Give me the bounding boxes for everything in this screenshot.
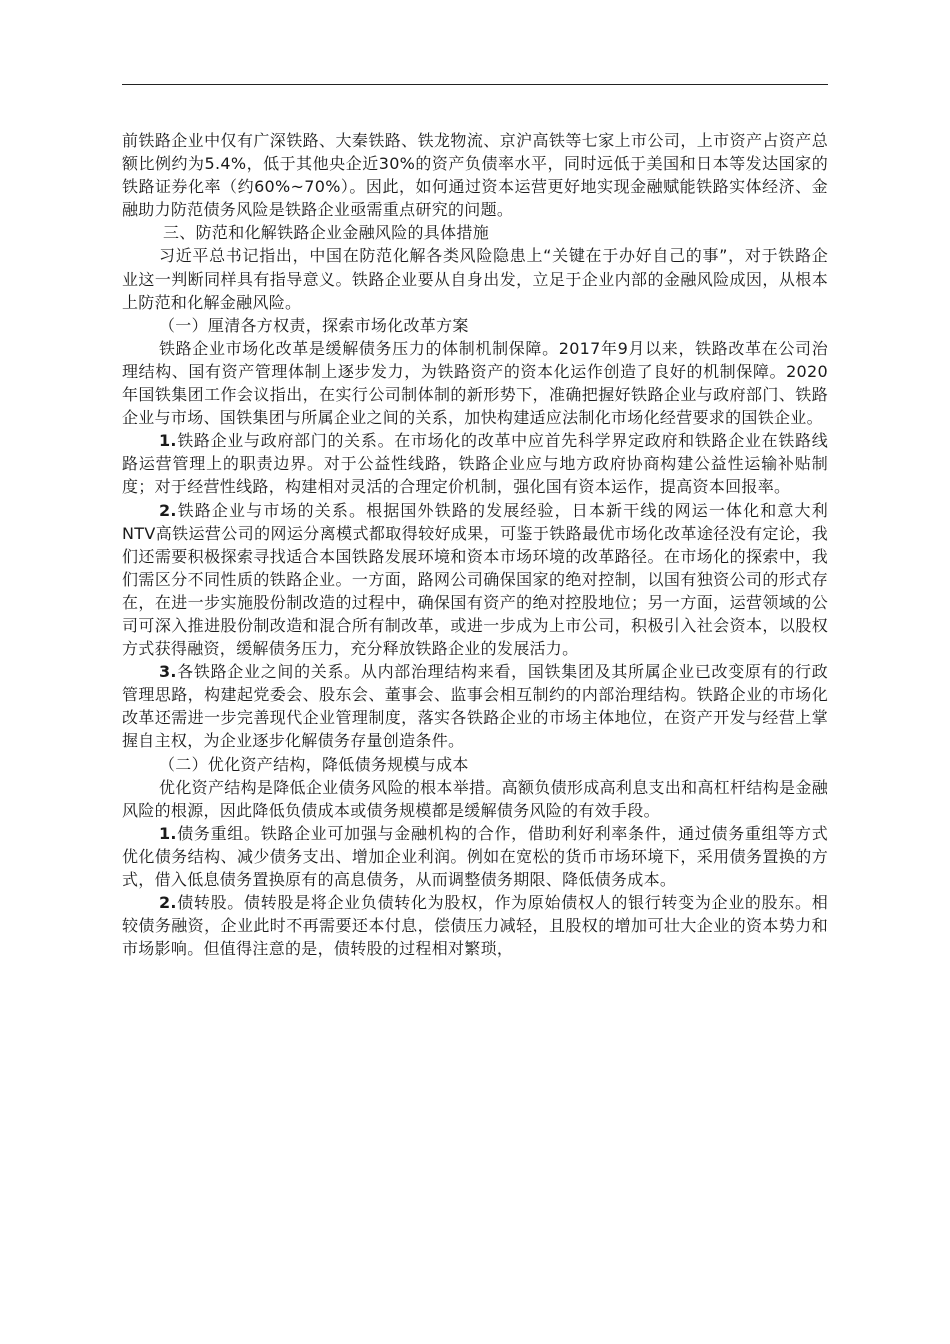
body-paragraph: 前铁路企业中仅有广深铁路、大秦铁路、铁龙物流、京沪高铁等七家上市公司，上市资产占资产总额比例约为5.4%，低于其他央企近30%的资产负债率水平，同时远低于美国和日本等发达国家的铁路证券化率（约60%~70%）。因此，如何通过资本运营更好地实现金融赋能铁路实体经济、金融助力防范债务风险是铁路企业亟需重点研究的问题。 [122, 131, 828, 220]
document-body [122, 129, 828, 960]
item-number: 1. [159, 431, 177, 451]
item-number: 3. [159, 662, 177, 682]
header-rule [122, 84, 828, 85]
numbered-paragraph [122, 822, 828, 891]
numbered-paragraph [122, 429, 828, 498]
item-text: 各铁路企业之间的关系。从内部治理结构来看，国铁集团及其所属企业已改变原有的行政管理思路，构建起党委会、股东会、董事会、监事会相互制约的内部治理结构。铁路企业的市场化改革还需进一步完善现代企业管理制度，落实各铁路企业的市场主体地位，在资产开发与经营上掌握自主权，为企业逐步化解债务存量创造条件。 [122, 662, 828, 751]
item-number: 2. [159, 500, 177, 520]
numbered-paragraph [122, 499, 828, 661]
item-text: 债转股。债转股是将企业负债转化为股权，作为原始债权人的银行转变为企业的股东。相较债务融资，企业此时不再需要还本付息，偿债压力减轻，且股权的增加可壮大企业的资本势力和市场影响。但值得注意的是，债转股的过程相对繁琐， [122, 893, 828, 959]
subsection-heading: （一）厘清各方权责，探索市场化改革方案 [159, 315, 469, 335]
body-paragraph: 优化资产结构是降低企业债务风险的根本举措。高额负债形成高利息支出和高杠杆结构是金融风险的根源，因此降低负债成本或债务规模都是缓解债务风险的有效手段。 [122, 777, 828, 820]
body-paragraph: 铁路企业市场化改革是缓解债务压力的体制机制保障。2017年9月以来，铁路改革在公司治理结构、国有资产管理体制上逐步发力，为铁路资产的资本化运作创造了良好的机制保障。2020年国铁集团工作会议指出，在实行公司制体制的新形势下，准确把握好铁路企业与政府部门、铁路企业与市场、国铁集团与所属企业之间的关系，加快构建适应法制化市场化经营要求的国铁企业。 [122, 338, 828, 428]
item-text: 铁路企业与市场的关系。根据国外铁路的发展经验，日本新干线的网运一体化和意大利NTV高铁运营公司的网运分离模式都取得较好成果，可鉴于铁路最优市场化改革途径没有定论，我们还需要积极探索寻找适合本国铁路发展环境和资本市场环境的改革路径。在市场化的探索中，我们需区分不同性质的铁路企业。一方面，路网公司确保国家的绝对控制，以国有独资公司的形式存在，在进一步实施股份制改造的过程中，确保国有资产的绝对控股地位；另一方面，运营领域的公司可深入推进股份制改造和混合所有制改革，或进一步成为上市公司，积极引入社会资本，以股权方式获得融资，缓解债务压力，充分释放铁路企业的发展活力。 [122, 500, 828, 659]
section-heading: 三、防范和化解铁路企业金融风险的具体措施 [163, 223, 490, 243]
item-text: 铁路企业与政府部门的关系。在市场化的改革中应首先科学界定政府和铁路企业在铁路线路运营管理上的职责边界。对于公益性线路，铁路企业应与地方政府协商构建公益性运输补贴制度；对于经营性线路，构建相对灵活的合理定价机制，强化国有资本运作，提高资本回报率。 [122, 431, 828, 497]
numbered-paragraph [122, 891, 828, 960]
item-number: 2. [159, 893, 177, 913]
item-number: 1. [159, 823, 177, 843]
subsection-heading: （二）优化资产结构，降低债务规模与成本 [159, 754, 469, 774]
item-text: 债务重组。铁路企业可加强与金融机构的合作，借助利好利率条件，通过债务重组等方式优化债务结构、减少债务支出、增加企业利润。例如在宽松的货币市场环境下，采用债务置换的方式，借入低息债务置换原有的高息债务，从而调整债务期限、降低债务成本。 [122, 823, 828, 889]
body-paragraph: 习近平总书记指出，中国在防范化解各类风险隐患上“关键在于办好自己的事”，对于铁路企业这一判断同样具有指导意义。铁路企业要从自身出发，立足于企业内部的金融风险成因，从根本上防范和化解金融风险。 [122, 246, 828, 312]
numbered-paragraph [122, 660, 828, 752]
